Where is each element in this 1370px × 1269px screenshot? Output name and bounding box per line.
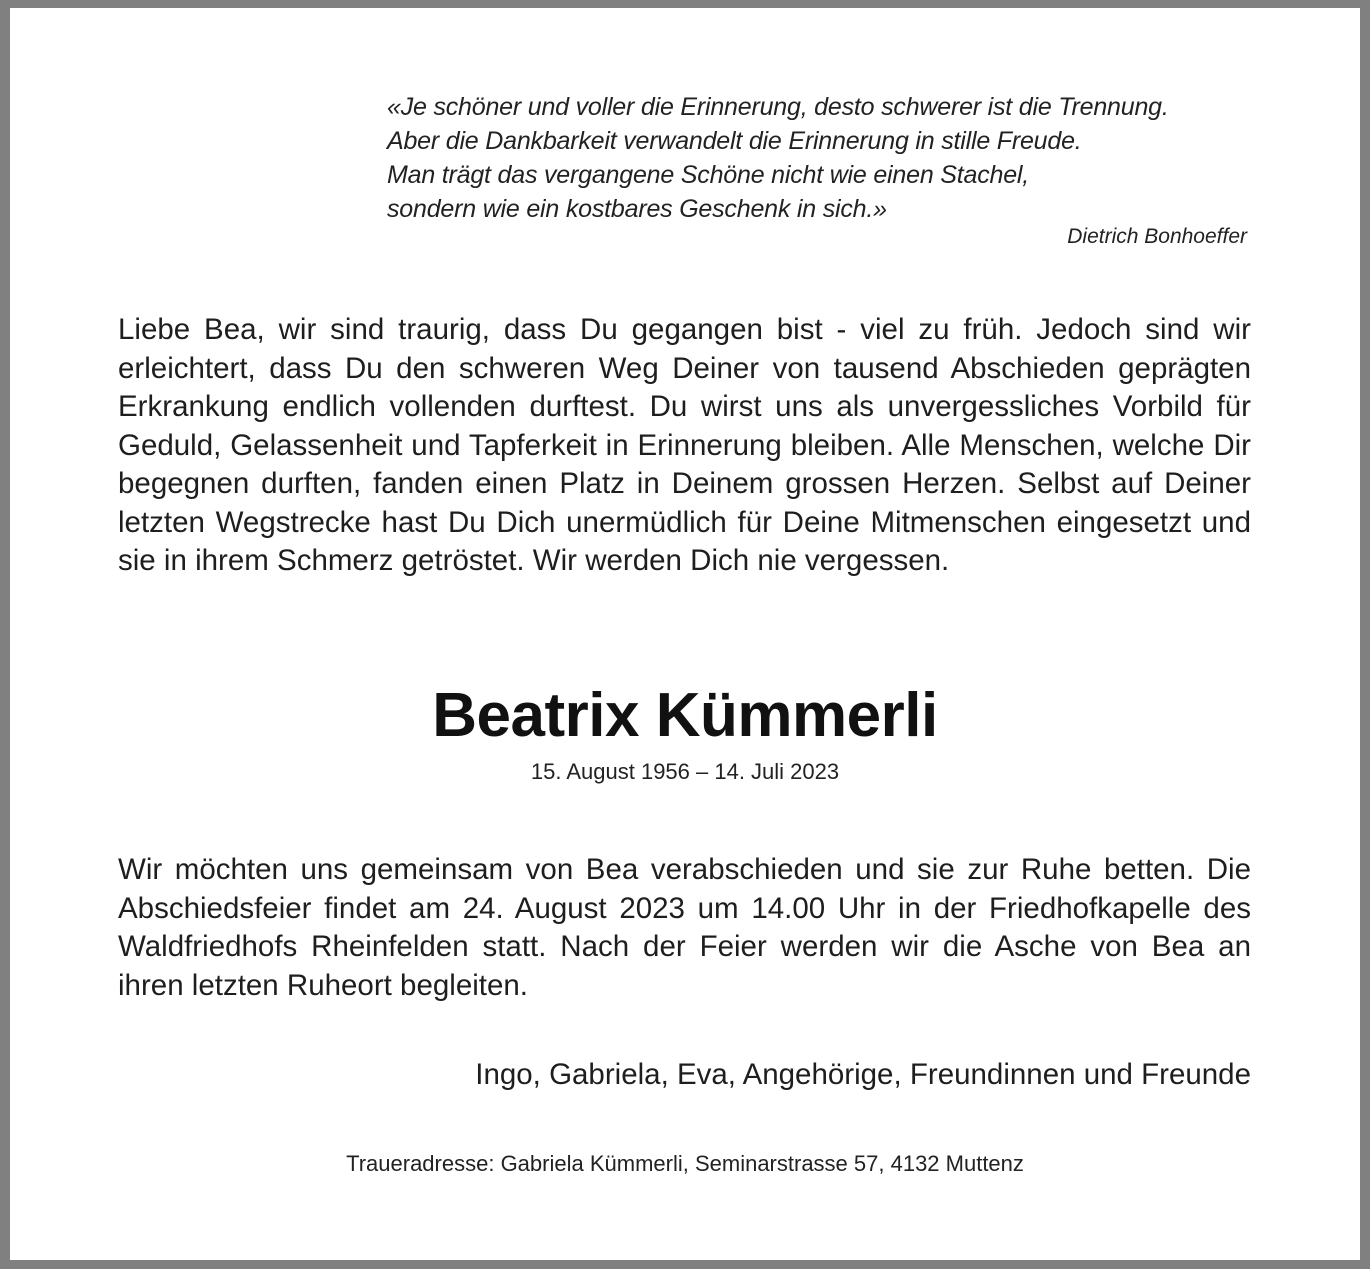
- quote-line: sondern wie ein kostbares Geschenk in sich.»: [387, 195, 887, 223]
- signatories: Ingo, Gabriela, Eva, Angehörige, Freundinnen und Freunde: [475, 1058, 1251, 1091]
- ceremony-paragraph: Wir möchten uns gemeinsam von Bea verabschieden und sie zur Ruhe betten. Die Abschiedsfeier findet am 24. August 2023 um 14.00 Uhr in der Friedhofkapelle des Waldfriedhofs Rheinfelden statt. Nach der Feier werden wir die Asche von Bea an ihren letzten Ruheort begleiten.: [118, 853, 1251, 1002]
- quote-line: Aber die Dankbarkeit verwandelt die Erinnerung in stille Freude.: [387, 127, 1082, 155]
- deceased-name: Beatrix Kümmerli: [432, 681, 938, 750]
- quote-line: Man trägt das vergangene Schöne nicht wie einen Stachel,: [387, 161, 1029, 189]
- quote-block: [387, 90, 1267, 226]
- mourning-address: Traueradresse: Gabriela Kümmerli, Seminarstrasse 57, 4132 Muttenz: [346, 1151, 1024, 1176]
- quote-author: Dietrich Bonhoeffer: [1067, 225, 1247, 248]
- obituary-page: [10, 8, 1360, 1260]
- farewell-paragraph: Liebe Bea, wir sind traurig, dass Du gegangen bist - viel zu früh. Jedoch sind wir erleichtert, dass Du den schweren Weg Deiner von tausend Abschieden geprägten Erkrankung endlich vollenden durftest. Du wirst uns als unvergessliches Vorbild für Geduld, Gelassenheit und Tapferkeit in Erinnerung bleiben. Alle Menschen, welche Dir begegnen durften, fanden einen Platz in Deinem grossen Herzen. Selbst auf Deiner letzten Wegstrecke hast Du Dich unermüdlich für Deine Mitmenschen eingesetzt und sie in ihrem Schmerz getröstet. Wir werden Dich nie vergessen.: [118, 313, 1251, 577]
- life-dates: 15. August 1956 – 14. Juli 2023: [530, 759, 840, 784]
- quote-line: «Je schöner und voller die Erinnerung, desto schwerer ist die Trennung.: [387, 93, 1169, 121]
